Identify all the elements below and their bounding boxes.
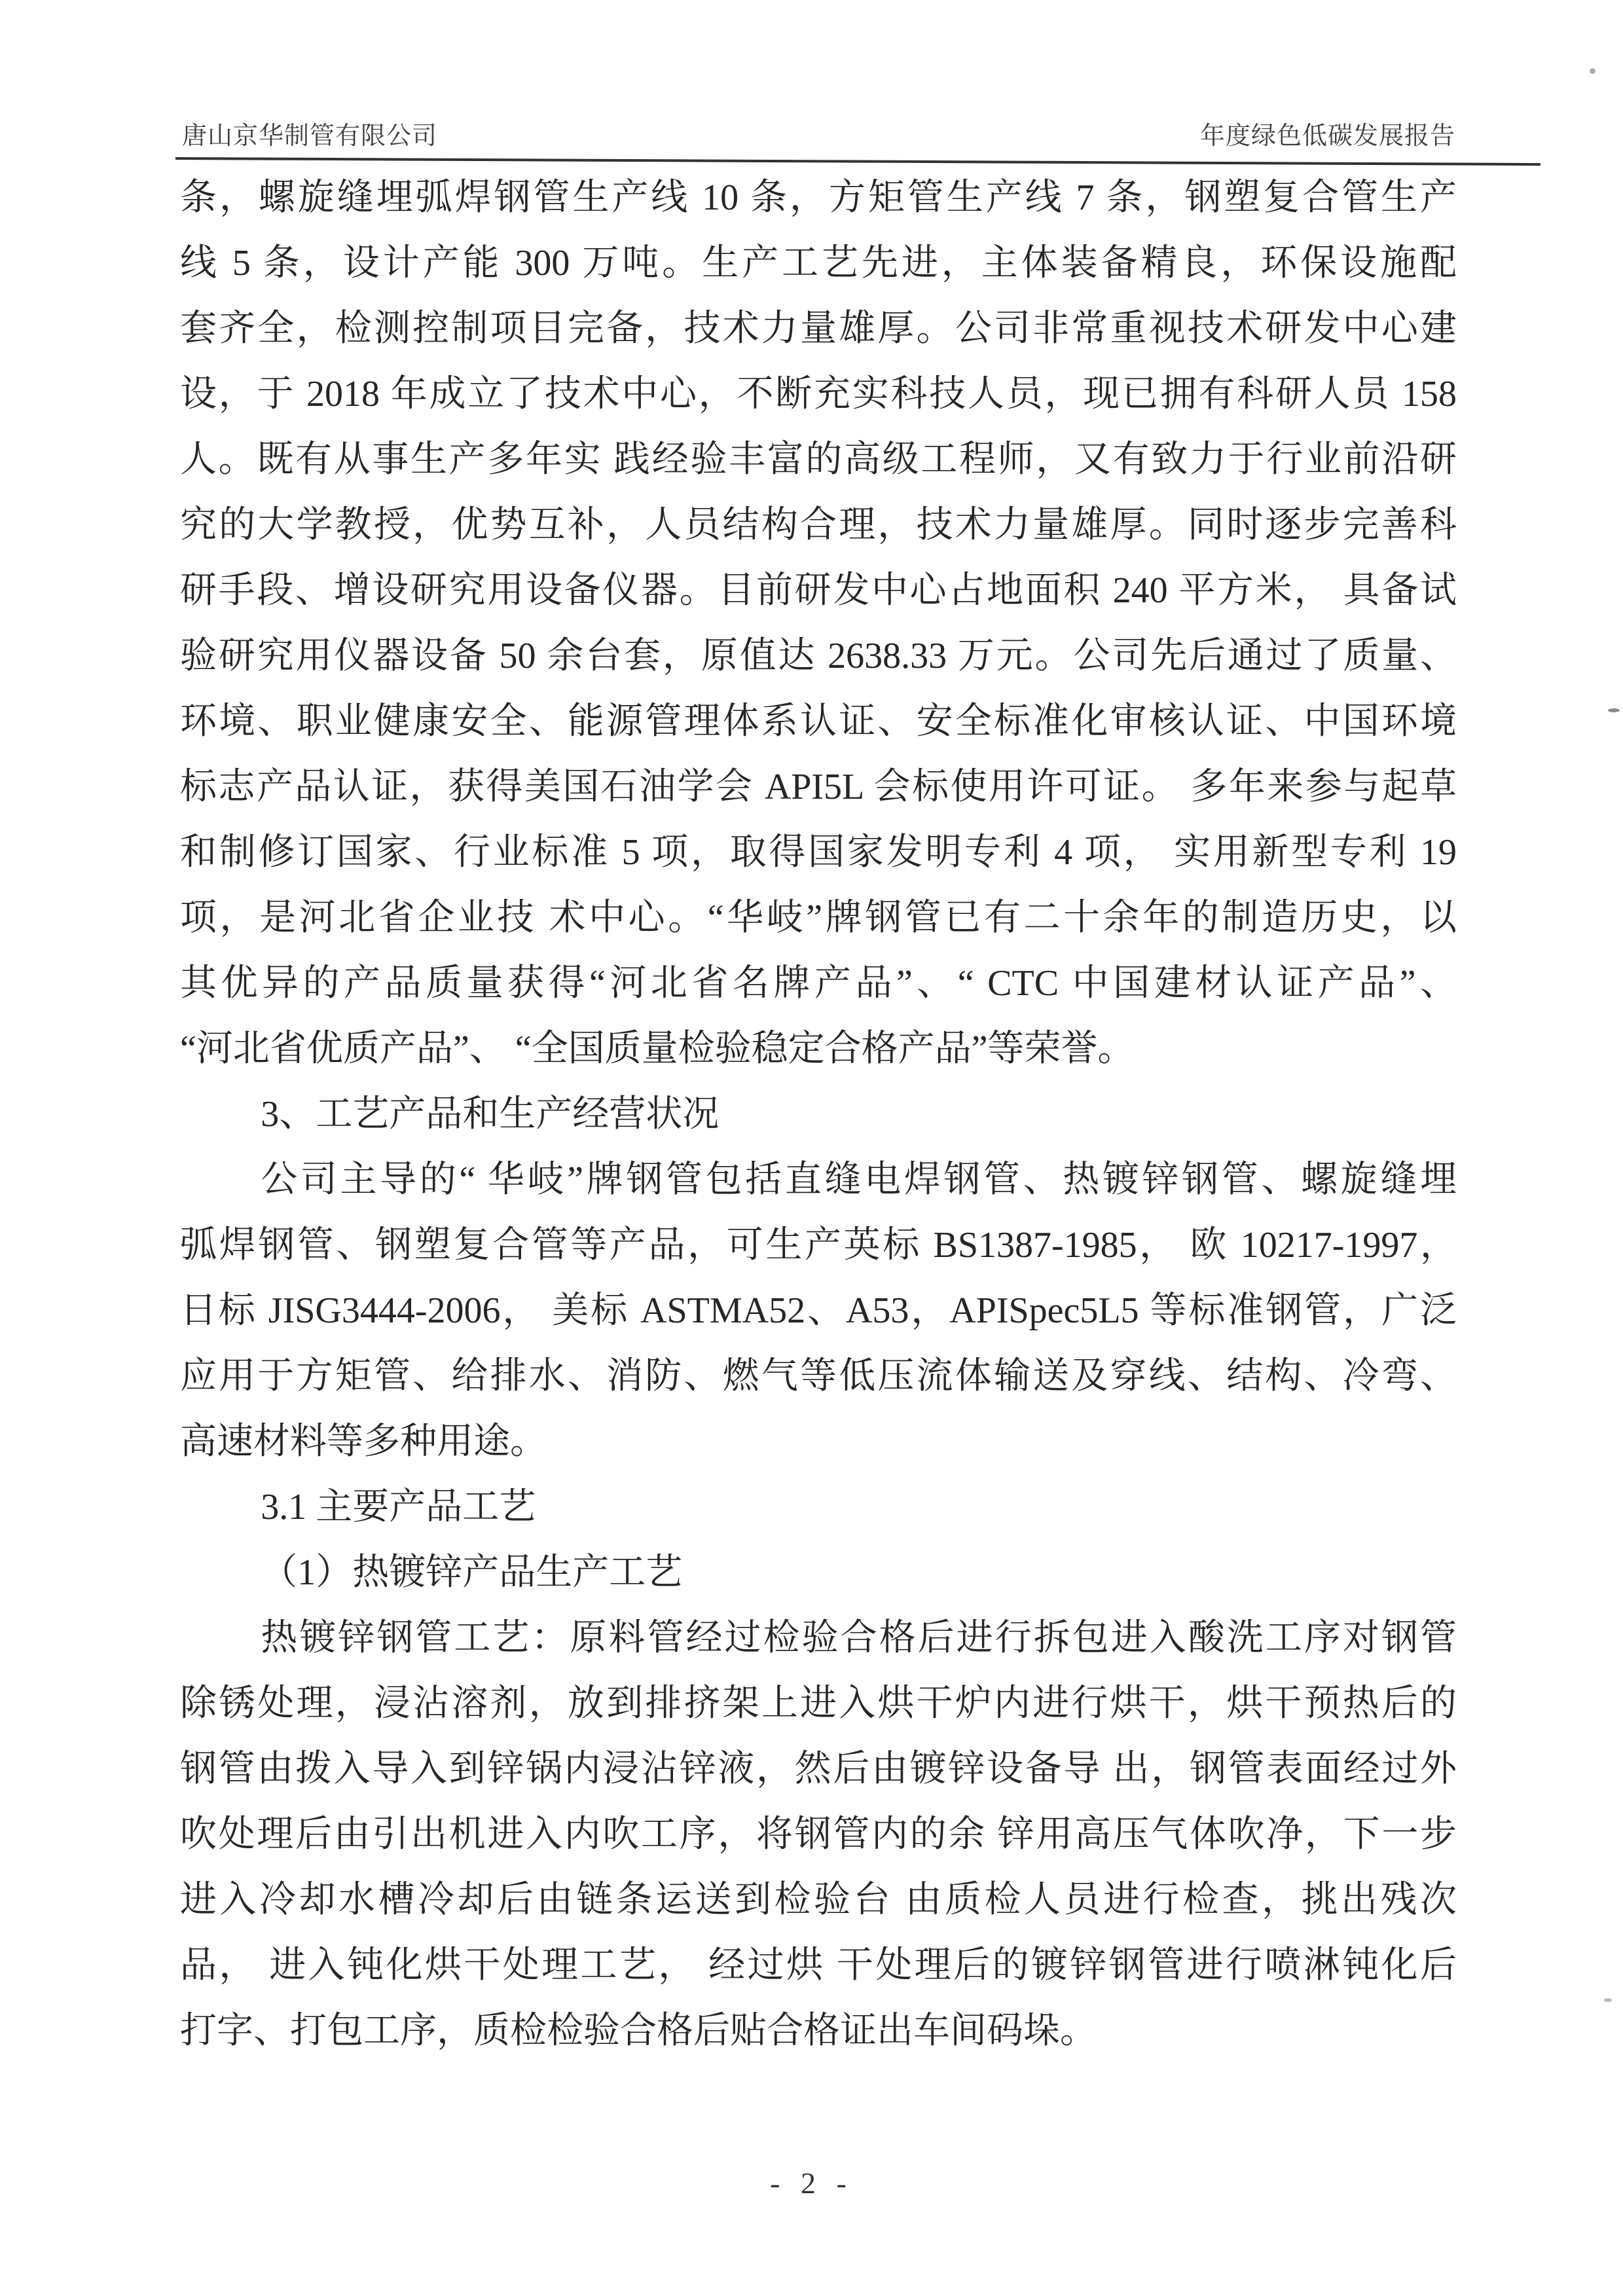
text-line: 钢管由拨入导入到锌锅内浸沾锌液，然后由镀锌设备导 出，钢管表面经过外 (180, 1749, 1457, 1789)
text-line: 公司主导的“ 华岐”牌钢管包括直缝电焊钢管、热镀锌钢管、螺旋缝埋 (261, 1159, 1457, 1200)
text-line: 品， 进入钝化烘干处理工艺， 经过烘 干处理后的镀锌钢管进行喷淋钝化后 (180, 1945, 1457, 1986)
scan-speck (1604, 1998, 1612, 2002)
text-line: 验研究用仪器设备 50 余台套，原值达 2638.33 万元。公司先后通过了质量、 (180, 636, 1457, 676)
text-line: 日标 JISG3444-2006， 美标 ASTMA52、A53，APISpec5L5 等标准钢管，广泛 (180, 1290, 1457, 1331)
text-line: 标志产品认证，获得美国石油学会 API5L 会标使用许可证。 多年来参与起草 (180, 767, 1457, 807)
text-line: 3、工艺产品和生产经营状况 (261, 1094, 720, 1135)
page-number: - 2 - (770, 2166, 853, 2200)
text-line: 套齐全，检测控制项目完备，技术力量雄厚。公司非常重视技术研发中心建 (180, 308, 1457, 349)
text-line: 项，是河北省企业技 术中心。“华岐”牌钢管已有二十余年的制造历史，以 (180, 898, 1457, 938)
text-line: 进入冷却水槽冷却后由链条运送到检验台 由质检人员进行检查，挑出残次 (180, 1880, 1457, 1920)
text-line: （1）热镀锌产品生产工艺 (261, 1552, 683, 1593)
text-line: 条，螺旋缝埋弧焊钢管生产线 10 条，方矩管生产线 7 条，钢塑复合管生产 (180, 177, 1457, 218)
text-line: 线 5 条，设计产能 300 万吨。生产工艺先进，主体装备精良，环保设施配 (180, 243, 1457, 283)
text-line: 设，于 2018 年成立了技术中心，不断充实科技人员，现已拥有科研人员 158 (180, 374, 1457, 414)
text-line: 3.1 主要产品工艺 (261, 1487, 536, 1527)
text-line: 打字、打包工序，质检检验合格后贴合格证出车间码垛。 (180, 2011, 1097, 2051)
text-line: 人。既有从事生产多年实 践经验丰富的高级工程师，又有致力于行业前沿研 (180, 439, 1457, 480)
text-line: 应用于方矩管、给排水、消防、燃气等低压流体输送及穿线、结构、冷弯、 (180, 1356, 1457, 1396)
text-line: 除锈处理，浸沾溶剂，放到排挤架上进入烘干炉内进行烘干，烘干预热后的 (180, 1683, 1457, 1724)
document-body (180, 165, 1457, 2064)
text-line: 其优异的产品质量获得“河北省名牌产品”、“ CTC 中国建材认证产品”、 (180, 963, 1457, 1004)
text-line: 吹处理后由引出机进入内吹工序，将钢管内的余 锌用高压气体吹净，下一步 (180, 1814, 1457, 1855)
text-line: 弧焊钢管、钢塑复合管等产品，可生产英标 BS1387-1985， 欧 10217-1997， (180, 1225, 1457, 1266)
scan-speck (1590, 68, 1596, 74)
page-header (182, 115, 1455, 151)
text-line: 高速材料等多种用途。 (180, 1421, 547, 1462)
header-report-title: 年度绿色低碳发展报告 (1199, 122, 1455, 150)
text-line: 环境、职业健康安全、能源管理体系认证、安全标准化审核认证、中国环境 (180, 701, 1457, 742)
text-line: “河北省优质产品”、 “全国质量检验稳定合格产品”等荣誉。 (180, 1029, 1135, 1069)
text-line: 研手段、增设研究用设备仪器。目前研发中心占地面积 240 平方米， 具备试 (180, 570, 1457, 611)
text-line: 究的大学教授，优势互补，人员结构合理，技术力量雄厚。同时逐步完善科 (180, 505, 1457, 545)
text-line: 和制修订国家、行业标准 5 项，取得国家发明专利 4 项， 实用新型专利 19 (180, 832, 1457, 873)
header-company-name: 唐山京华制管有限公司 (182, 122, 438, 150)
scan-speck (1608, 708, 1620, 712)
text-line: 热镀锌钢管工艺：原料管经过检验合格后进行拆包进入酸洗工序对钢管 (261, 1618, 1457, 1658)
